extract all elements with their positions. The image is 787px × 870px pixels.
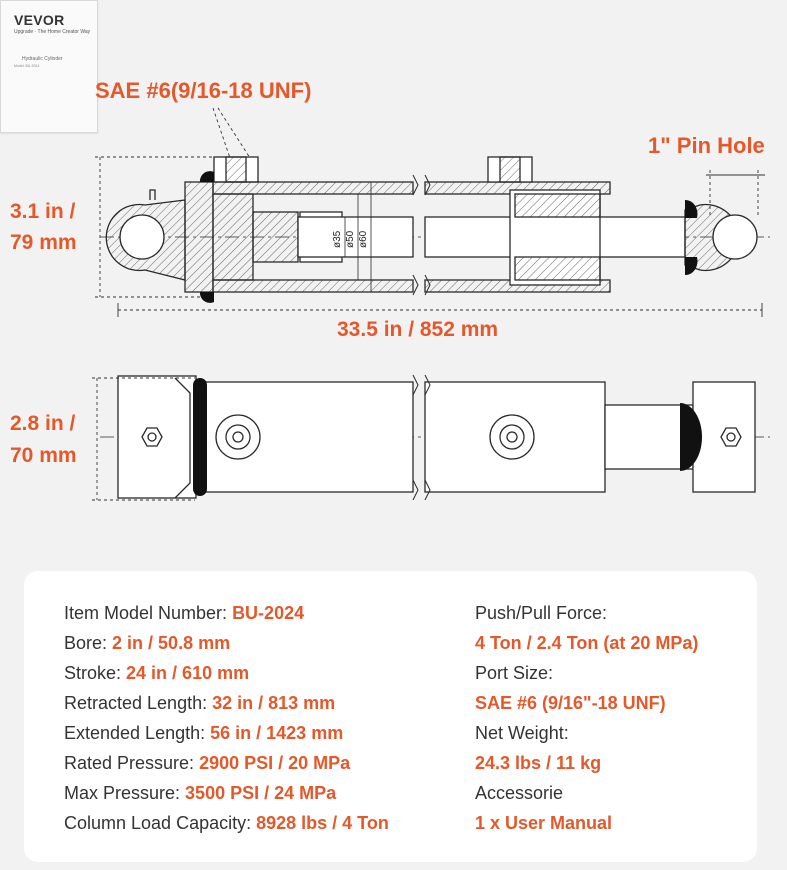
height-bottom-label-1: 2.8 in / — [10, 412, 76, 435]
spec-row: Rated Pressure: 2900 PSI / 20 MPa — [64, 753, 351, 773]
spec-row: Bore: 2 in / 50.8 mm — [64, 633, 231, 653]
spec-label-port-size: Port Size: — [475, 663, 554, 683]
spec-value-port-size: SAE #6 (9/16"-18 UNF) — [475, 693, 666, 713]
dia-60-label: ø60 — [358, 230, 369, 248]
specs-card — [24, 571, 757, 862]
spec-row: Stroke: 24 in / 610 mm — [64, 663, 250, 683]
barrel-wall-bottom — [213, 280, 413, 292]
dia-35-label: ø35 — [332, 230, 343, 248]
barrel-wall-top — [213, 182, 413, 194]
front-pin-hole — [713, 215, 757, 259]
port-leader — [213, 108, 250, 158]
port-size-label: SAE #6(9/16-18 UNF) — [95, 78, 312, 103]
rod-exterior — [605, 405, 693, 469]
spec-row: Column Load Capacity: 8928 lbs / 4 Ton — [64, 813, 389, 833]
height-bottom-label-2: 70 mm — [10, 444, 77, 467]
manual-tagline: Upgrade · The Home Creator Way — [14, 29, 91, 35]
spec-label-accessorie: Accessorie — [475, 783, 564, 803]
overall-length-label: 33.5 in / 852 mm — [337, 318, 499, 341]
manual-brand: VEVOR — [14, 12, 65, 28]
spec-value-accessorie: 1 x User Manual — [475, 813, 613, 833]
pin-hole-label: 1" Pin Hole — [648, 133, 765, 158]
manual-title: Hydraulic Cylinder — [22, 56, 63, 62]
manual-subtitle: Model: BU-2024 — [14, 64, 40, 68]
spec-row: Retracted Length: 32 in / 813 mm — [64, 693, 336, 713]
rear-pin-hole — [120, 215, 164, 259]
rear-grease-fitting — [150, 190, 155, 200]
spec-value-net-weight: 24.3 lbs / 11 kg — [475, 753, 602, 773]
dia-50-label: ø50 — [345, 230, 356, 248]
gland — [515, 194, 600, 217]
spec-value-push-pull: 4 Ton / 2.4 Ton (at 20 MPa) — [475, 633, 699, 653]
height-top-label-2: 79 mm — [10, 231, 77, 254]
rear-cap — [185, 182, 213, 292]
spec-row: Max Pressure: 3500 PSI / 24 MPa — [64, 783, 337, 803]
section-view — [100, 157, 770, 295]
spec-label-net-weight: Net Weight: — [475, 723, 569, 743]
spec-row: Extended Length: 56 in / 1423 mm — [64, 723, 344, 743]
spec-label-push-pull: Push/Pull Force: — [475, 603, 608, 623]
height-top-label-1: 3.1 in / — [10, 200, 76, 223]
spec-row: Item Model Number: BU-2024 — [64, 603, 305, 623]
piston — [213, 194, 253, 280]
